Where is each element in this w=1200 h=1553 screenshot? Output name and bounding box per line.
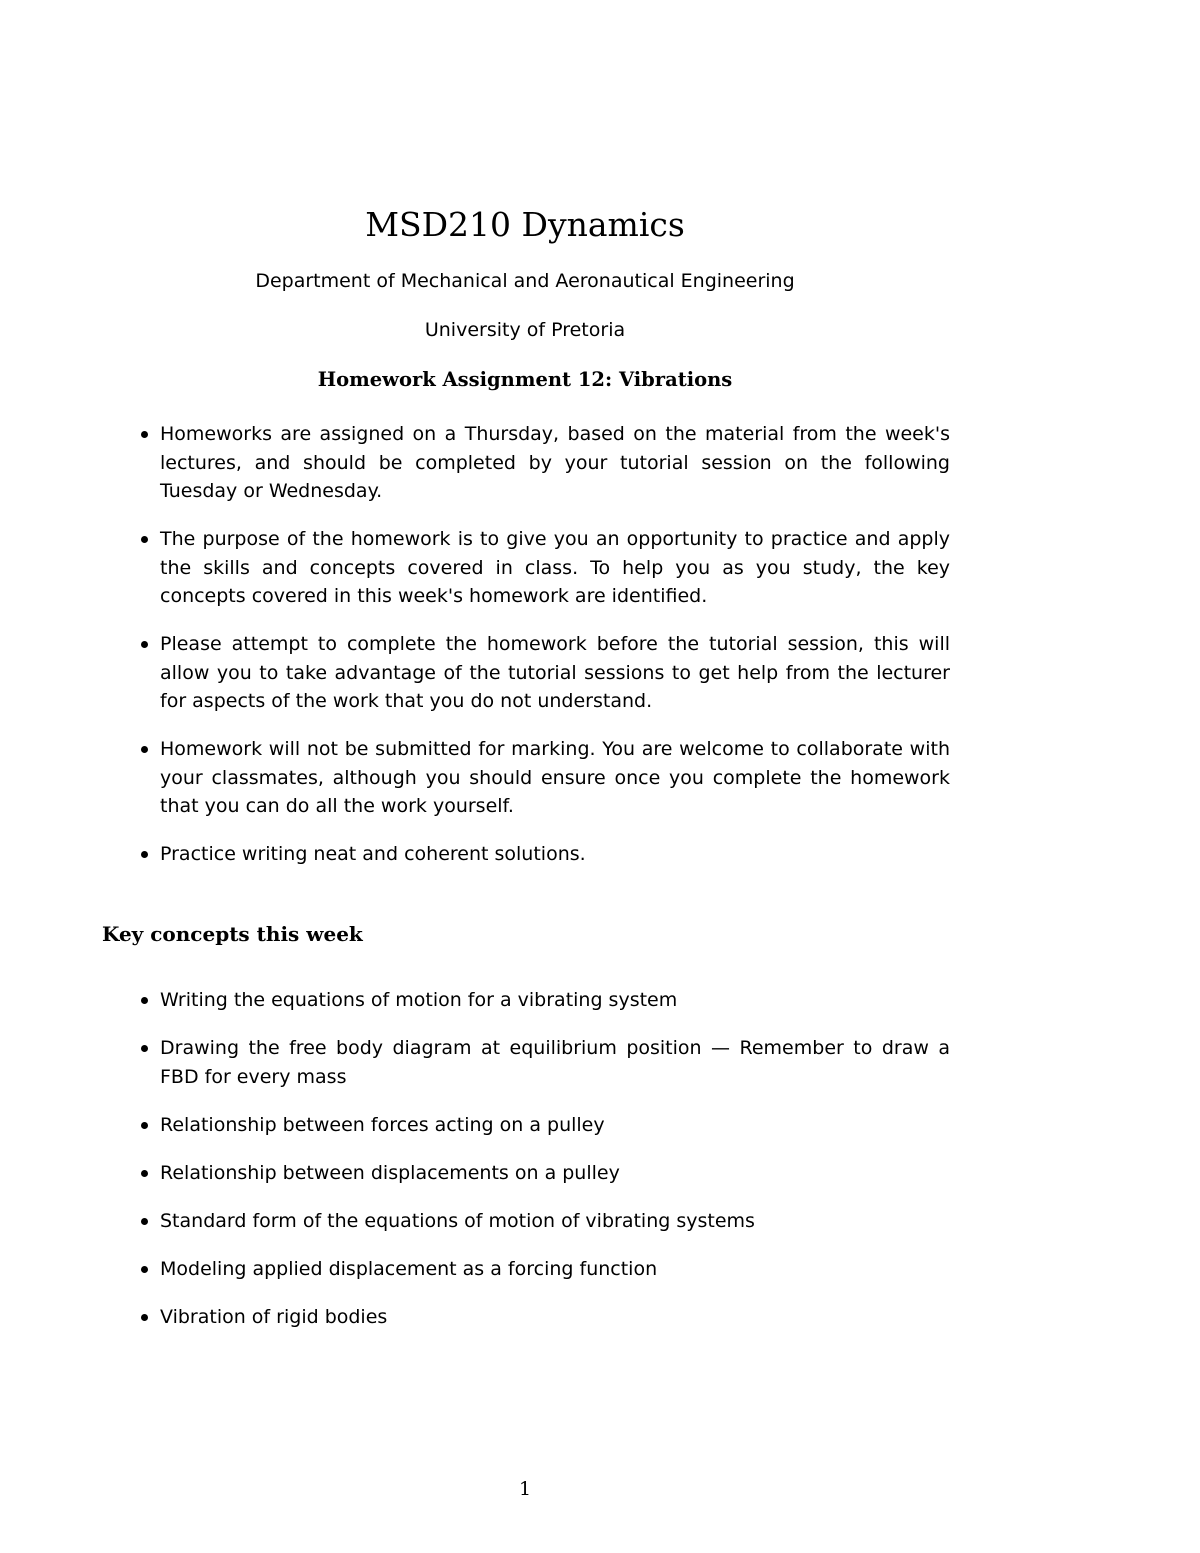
- intro-bullet-text: Practice writing neat and coherent solutions.: [160, 843, 586, 865]
- page-number: 1: [518, 1478, 532, 1500]
- bullet-icon: [141, 997, 148, 1004]
- concept-item: [160, 1159, 950, 1188]
- intro-bullet: [160, 420, 950, 506]
- bullet-icon: [141, 1314, 148, 1321]
- intro-bullet: [160, 735, 950, 821]
- bullet-icon: [141, 1266, 148, 1273]
- bullet-icon: [141, 641, 148, 648]
- concept-text: Writing the equations of motion for a vibrating system: [160, 989, 678, 1011]
- concept-text: Drawing the free body diagram at equilibrium position — Remember to draw a FBD for every mass: [160, 1037, 950, 1088]
- concept-text: Relationship between displacements on a pulley: [160, 1161, 620, 1184]
- concept-text: Standard form of the equations of motion of vibrating systems: [160, 1209, 755, 1232]
- concept-item: [160, 986, 950, 1015]
- concept-item: [160, 1255, 950, 1284]
- intro-bullet: [160, 525, 950, 611]
- concept-item: [160, 1034, 950, 1091]
- bullet-icon: [141, 1218, 148, 1225]
- concept-item: [160, 1303, 950, 1332]
- intro-bullet-text: Please attempt to complete the homework before the tutorial session, this will allow you to take advantage of the tutorial sessions to get help from the lecturer for aspects of the work that you do not understand.: [160, 633, 950, 712]
- intro-bullet: [160, 840, 950, 869]
- intro-bullet-text: Homework will not be submitted for marking. You are welcome to collaborate with your classmates, although you should ensure once you complete the homework that you can do all the work yourself.: [160, 738, 950, 817]
- bullet-icon: [141, 746, 148, 753]
- bullet-icon: [141, 536, 148, 543]
- concept-text: Vibration of rigid bodies: [160, 1305, 388, 1328]
- bullet-icon: [141, 1170, 148, 1177]
- bullet-icon: [141, 851, 148, 858]
- bullet-icon: [141, 1045, 148, 1052]
- document-title: MSD210 Dynamics: [365, 205, 685, 244]
- intro-bullet-text: The purpose of the homework is to give you an opportunity to practice and apply the skills and concepts covered in class. To help you as you study, the key concepts covered in this week's homework are identified.: [160, 528, 950, 607]
- department-name: Department of Mechanical and Aeronautical Engineering: [255, 270, 795, 292]
- concept-item: [160, 1111, 950, 1140]
- bullet-icon: [141, 431, 148, 438]
- intro-bullet-list: [160, 420, 950, 888]
- bullet-icon: [141, 1122, 148, 1129]
- intro-bullet-text: Homeworks are assigned on a Thursday, based on the material from the week's lectures, and should be completed by your tutorial session on the following Tuesday or Wednesday.: [160, 423, 950, 502]
- intro-bullet: [160, 630, 950, 716]
- assignment-title: Homework Assignment 12: Vibrations: [317, 368, 733, 391]
- concept-item: [160, 1207, 950, 1236]
- concept-text: Relationship between forces acting on a pulley: [160, 1113, 605, 1136]
- key-concepts-list: [160, 986, 950, 1351]
- key-concepts-heading: Key concepts this week: [102, 922, 363, 946]
- university-name: University of Pretoria: [424, 319, 626, 341]
- concept-text: Modeling applied displacement as a forcing function: [160, 1257, 658, 1280]
